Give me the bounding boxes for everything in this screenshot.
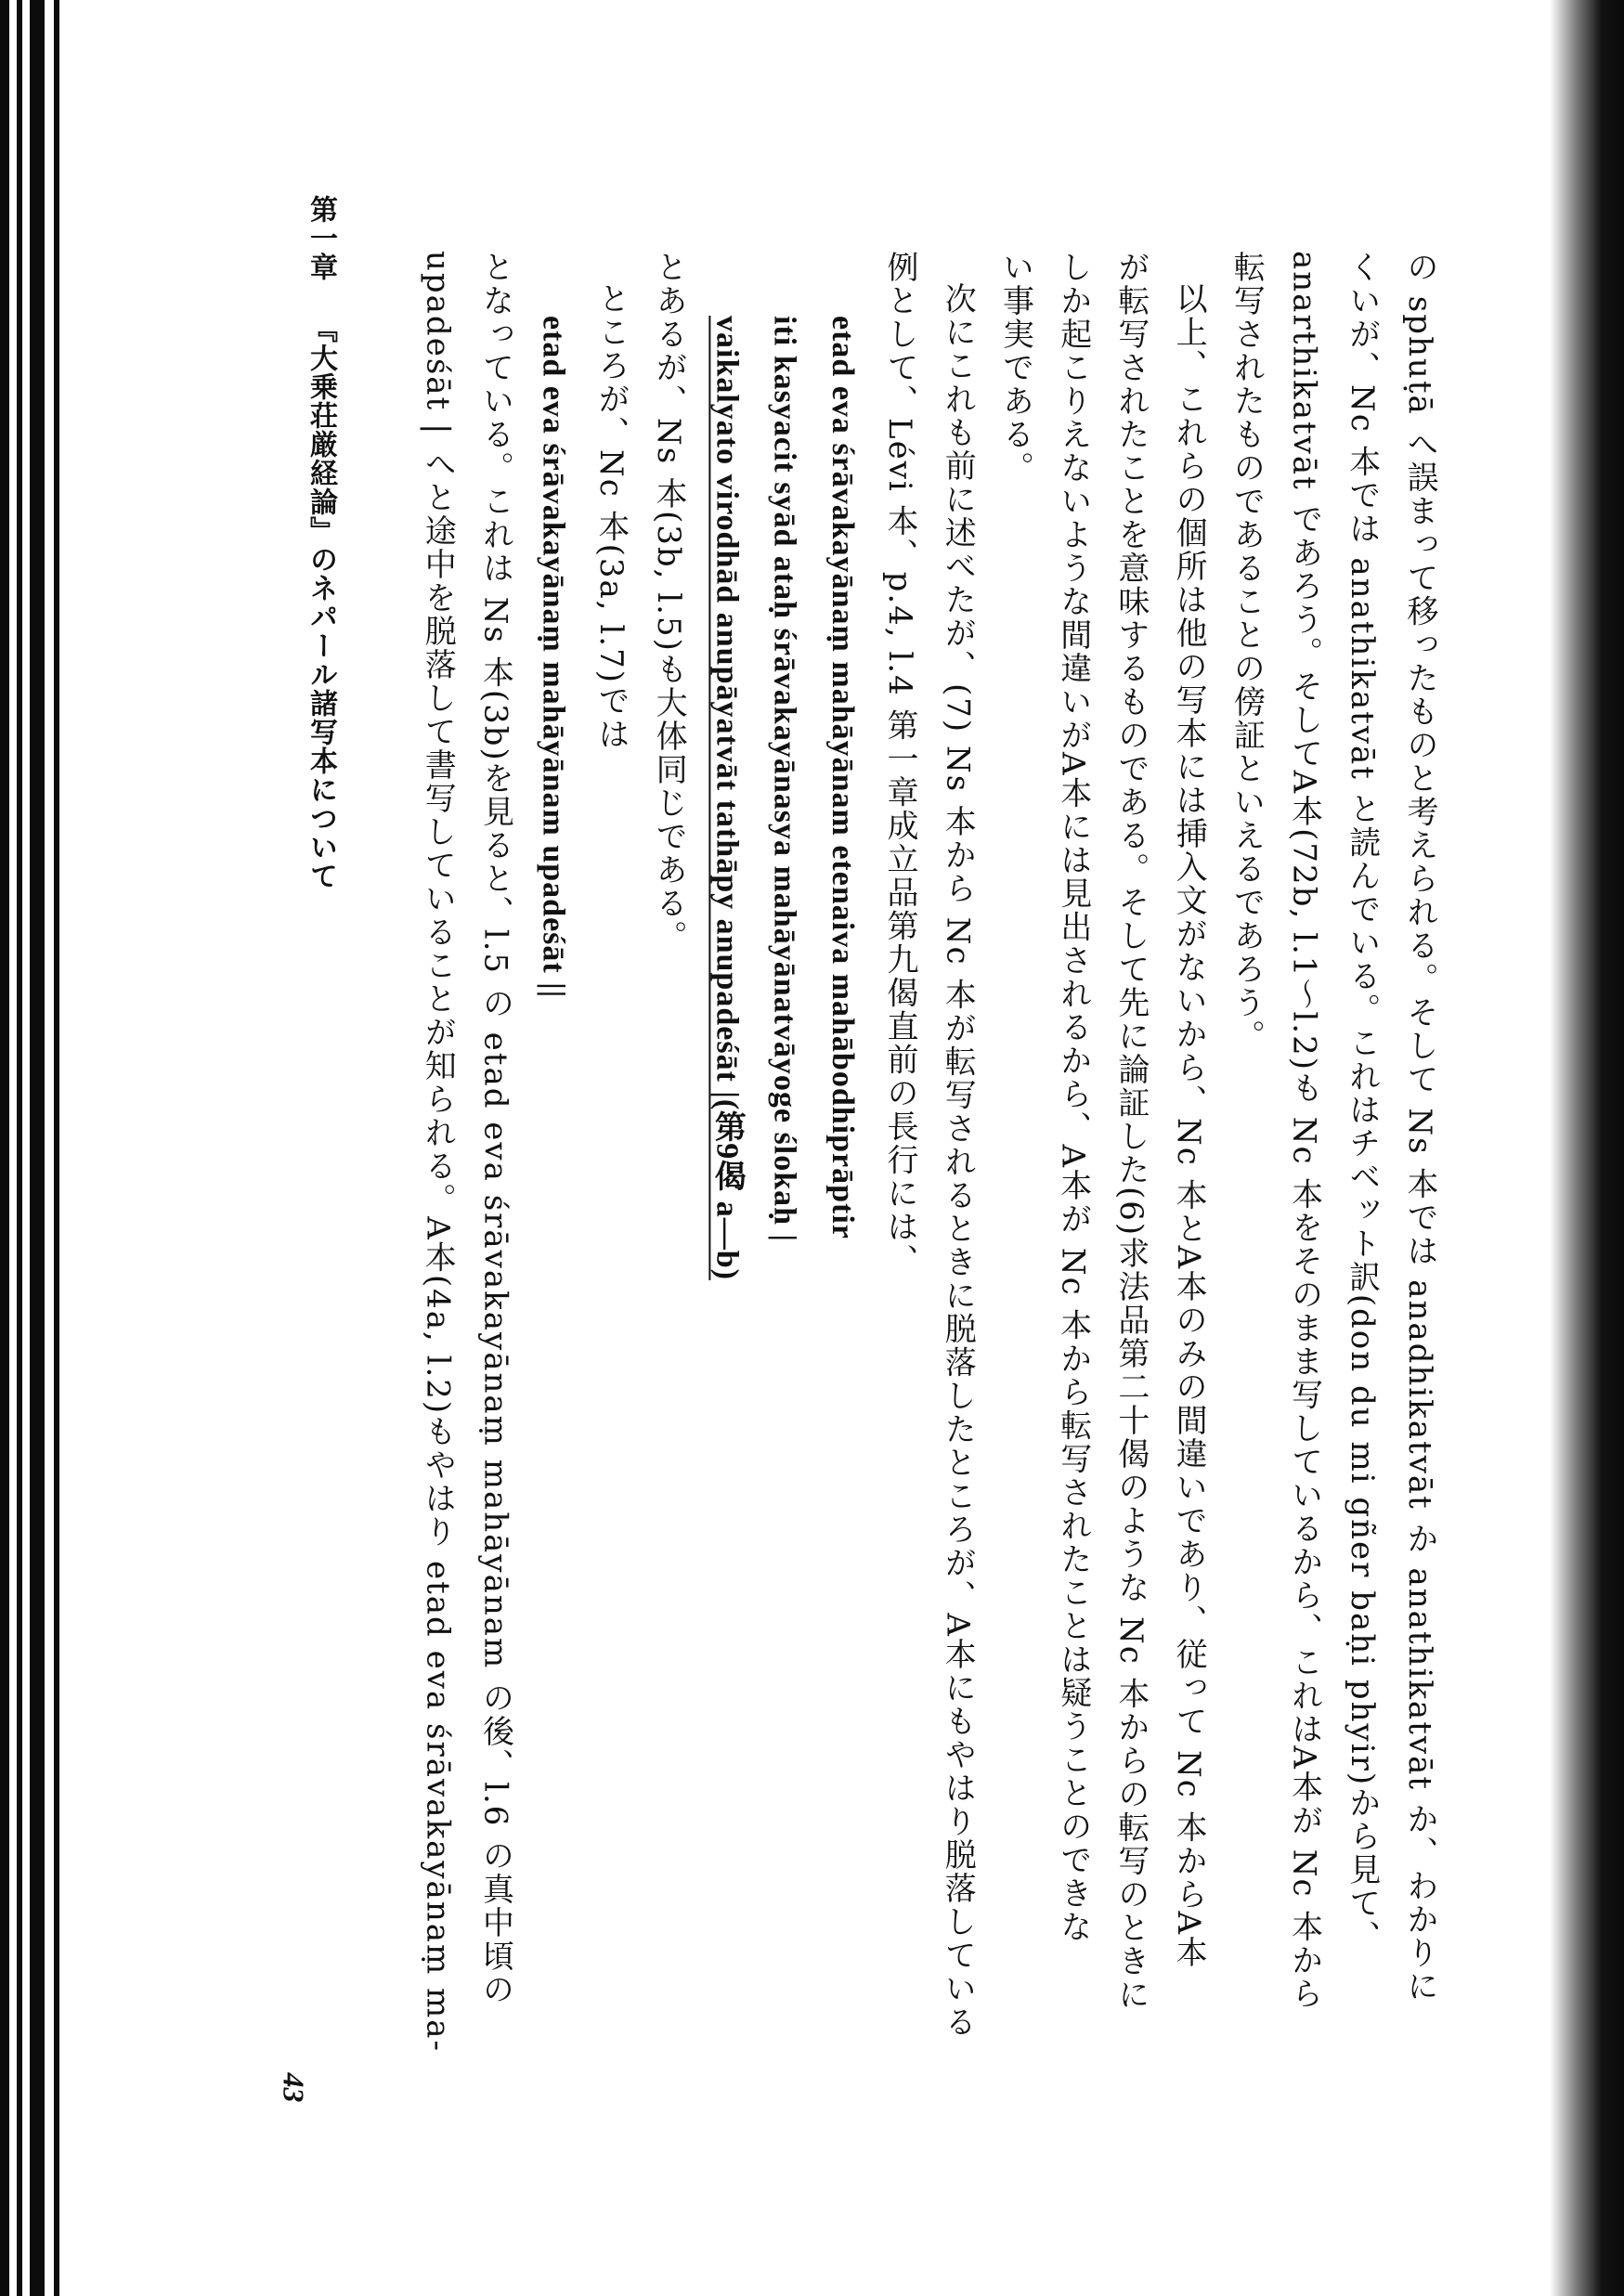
text-line: 以上、これらの個所は他の写本には挿入文がないから、Nc 本とA本のみの間違いであり、従って Nc 本からA本: [1170, 282, 1208, 1970]
text-line: 例として、Lévi 本、p.4, l.4 第一章成立品第九偈直前の長行には、: [881, 251, 919, 1278]
page-number: 43: [277, 2072, 311, 2103]
text-line: しか起こりえないような間違いがA本には見出されるから、A本が Nc 本から転写されたことは疑うことのできな: [1054, 251, 1092, 1944]
text-body: [353, 251, 1449, 2054]
text-line: iti kasyacit syād ataḥ śrāvakayānasya mahāyānatvāyoge ślokaḥ |: [767, 316, 802, 1242]
text-line: 次にこれも前に述べたが、(7) Ns 本から Nc 本が転写されるときに脱落したところが、A本にもやはり脱落している: [939, 282, 977, 2039]
text-line: vaikalyato virodhād anupāyatvāt tathāpy anupadeśāt |(第9偈 a—b): [709, 316, 745, 1280]
text-line: とあるが、Ns 本(3b, l.5)も大体同じである。: [650, 251, 688, 953]
scan-edge-right: [1550, 0, 1624, 2296]
running-head: 第一章 『大乗荘厳経論』のネパール諸写本について: [305, 195, 337, 890]
text-line: 転写されたものであることの傍証といえるであろう。: [1228, 251, 1266, 1053]
scan-edge-left: [0, 0, 69, 2296]
text-line: anarthikatvāt であろう。そしてA本(72b, l.1〜l.2)も Nc 本をそのまま写しているから、これはA本が Nc 本から: [1285, 251, 1323, 2011]
text-line: が転写されたことを意味するものである。そして先に論証した(6)求法品第二十偈のような Nc 本からの転写のときに: [1111, 251, 1150, 2012]
text-line: い事実である。: [996, 251, 1034, 485]
text-line: となっている。これは Ns 本(3b)を見ると、l.5 の etad eva śrāvakayānaṃ mahāyānam の後、l.6 の真中頃の: [476, 251, 514, 2007]
text-line: upadeśāt | へと途中を脱落して書写していることが知られる。A本(4a, l.2)もやはり etad eva śrāvakayānaṃ ma-: [419, 251, 457, 2054]
text-line: くいが、Nc 本では anathikatvāt と読んでいる。これはチベット訳(don du mi gñer baḥi phyir)から見て、: [1343, 251, 1381, 1954]
text-line: ところが、Nc 本(3a, l.7)では: [591, 282, 630, 751]
text-line: の sphuṭā へ誤まって移ったものと考えられる。そして Ns 本では anadhikatvāt か anathikatvāt か、わかりに: [1401, 251, 1438, 2004]
text-line: etad eva śrāvakayānaṃ mahāyānam etenaiva mahābodhiprāptir: [825, 316, 860, 1239]
text-line: etad eva śrāvakayānaṃ mahāyānam upadeśāt ||: [536, 316, 571, 999]
